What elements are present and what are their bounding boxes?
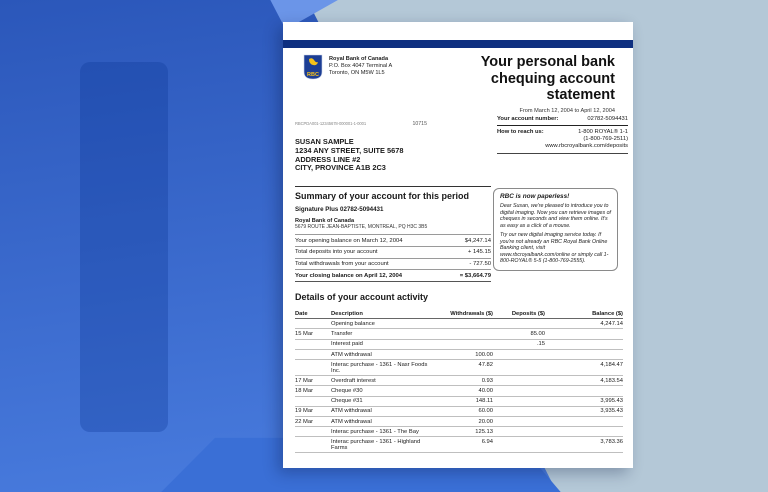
bank-brand-block bbox=[303, 54, 392, 80]
cell-deposit: .15 bbox=[536, 341, 545, 348]
cell-withdrawal: 60.00 bbox=[478, 408, 493, 415]
bank-address-line2: Toronto, ON M5W 1L5 bbox=[329, 70, 385, 76]
recipient-name: SUSAN SAMPLE bbox=[295, 137, 354, 146]
cell-balance: 4,247.14 bbox=[600, 320, 623, 327]
paperless-paragraph-2: Try our new digital imaging service today. If you're not already an RBC Royal Bank Online Banking client, visit www.rbcroyalbank.com/online or simply call 1-800-ROYAL® 5-5 (1-800-769-2555). bbox=[500, 232, 609, 264]
statement-navy-bar bbox=[283, 40, 633, 48]
cell-description: Interest paid bbox=[331, 341, 363, 348]
cell-description: Cheque #30 bbox=[331, 388, 363, 395]
cell-balance bbox=[545, 419, 623, 425]
mail-code-row bbox=[295, 112, 495, 130]
col-header-balance: Balance ($) bbox=[592, 310, 623, 317]
cell-withdrawal: 148.11 bbox=[475, 398, 493, 405]
cell-balance: 3,935.43 bbox=[600, 408, 623, 415]
cell-deposit bbox=[493, 419, 545, 425]
cell-withdrawal: 6.94 bbox=[481, 439, 493, 446]
summary-row-label: Your opening balance on March 12, 2004 bbox=[295, 237, 403, 244]
summary-row bbox=[295, 270, 491, 282]
account-number-label: Your account number: bbox=[497, 116, 559, 122]
cell-balance: 3,783.36 bbox=[600, 439, 623, 446]
cell-description: Overdraft interest bbox=[331, 377, 376, 384]
cell-date bbox=[295, 439, 331, 451]
mail-imprint-number: 10715 bbox=[412, 121, 427, 127]
mailing-block bbox=[295, 112, 495, 173]
cell-date: 17 Mar bbox=[295, 377, 314, 384]
statement-title-line3: statement bbox=[546, 87, 615, 103]
table-row bbox=[295, 319, 623, 329]
bank-name: Royal Bank of Canada bbox=[329, 56, 389, 62]
table-row bbox=[295, 329, 623, 339]
cell-balance bbox=[545, 429, 623, 435]
paperless-title: RBC is now paperless! bbox=[500, 193, 570, 200]
mail-sort-code: RBCPDA001-12345678-000001-1-0001 bbox=[295, 121, 367, 126]
cell-date: 19 Mar bbox=[295, 408, 314, 415]
cell-deposit bbox=[493, 429, 545, 435]
cell-description: Opening balance bbox=[331, 320, 375, 327]
cell-withdrawal: 125.13 bbox=[475, 428, 493, 435]
cell-date: 22 Mar bbox=[295, 418, 314, 425]
reach-website: www.rbcroyalbank.com/deposits bbox=[545, 142, 628, 149]
statement-title bbox=[481, 54, 615, 104]
summary-row-label: Total deposits into your account bbox=[295, 249, 378, 256]
statement-header bbox=[303, 54, 615, 114]
branch-address: 5679 ROUTE JEAN-BAPTISTE, MONTREAL, PQ H3C 3B5 bbox=[295, 224, 428, 230]
cell-deposit bbox=[493, 321, 545, 327]
summary-title: Summary of your account for this period bbox=[295, 191, 470, 201]
activity-table-header bbox=[295, 309, 623, 319]
cell-date bbox=[295, 398, 331, 404]
cell-balance: 3,995.43 bbox=[600, 398, 623, 405]
account-number-row bbox=[497, 114, 628, 126]
cell-deposit bbox=[493, 378, 545, 384]
cell-description: Interac purchase - 1361 - Nasr Foods Inc. bbox=[331, 361, 428, 374]
summary-row-amount: = $3,664.79 bbox=[459, 272, 491, 279]
summary-row-label: Total withdrawals from your account bbox=[295, 261, 389, 268]
rbc-logo-icon bbox=[303, 54, 323, 80]
cell-date bbox=[295, 429, 331, 435]
reach-us-lines bbox=[545, 129, 628, 151]
cell-deposit bbox=[493, 439, 545, 451]
cell-description: ATM withdrawal bbox=[331, 408, 372, 415]
statement-page bbox=[283, 22, 633, 468]
cell-withdrawal: 100.00 bbox=[475, 351, 493, 358]
cell-balance: 4,184.47 bbox=[600, 361, 623, 368]
account-info-panel bbox=[497, 114, 628, 154]
table-row bbox=[295, 427, 623, 437]
cell-date: 15 Mar bbox=[295, 331, 314, 338]
rbc-logo-text: RBC bbox=[307, 72, 319, 78]
cell-balance bbox=[545, 331, 623, 337]
summary-row bbox=[295, 234, 491, 247]
branch-name: Royal Bank of Canada bbox=[295, 218, 355, 224]
cell-description: Interac purchase - 1361 - The Bay bbox=[331, 428, 419, 435]
activity-section bbox=[295, 292, 623, 453]
table-row bbox=[295, 437, 623, 453]
cell-deposit bbox=[493, 388, 545, 394]
table-row bbox=[295, 376, 623, 386]
cell-balance bbox=[545, 388, 623, 394]
reach-phone-1: 1-800 ROYAL® 1-1 bbox=[578, 128, 628, 135]
table-row bbox=[295, 386, 623, 396]
table-row bbox=[295, 340, 623, 350]
summary-row-amount: + 145.15 bbox=[467, 249, 491, 256]
account-number-value: 02782-5094431 bbox=[587, 116, 628, 122]
cell-balance bbox=[545, 341, 623, 347]
summary-row-amount: $4,247.14 bbox=[464, 237, 491, 244]
recipient-line2: ADDRESS LINE #2 bbox=[295, 154, 361, 164]
cell-date bbox=[295, 321, 331, 327]
cell-withdrawal bbox=[433, 331, 493, 337]
summary-row bbox=[295, 247, 491, 259]
cell-deposit: 85.00 bbox=[530, 331, 545, 338]
summary-product-line: Signature Plus 02782-5094431 bbox=[295, 206, 384, 213]
cell-date bbox=[295, 352, 331, 358]
summary-row bbox=[295, 259, 491, 271]
col-header-date: Date bbox=[295, 310, 308, 317]
paperless-promo-box bbox=[493, 188, 618, 271]
col-header-withdrawals: Withdrawals ($) bbox=[450, 310, 493, 317]
cell-withdrawal: 20.00 bbox=[478, 418, 493, 425]
summary-top-rule bbox=[295, 186, 491, 187]
reach-us-label: How to reach us: bbox=[497, 128, 544, 135]
cell-description: Transfer bbox=[331, 331, 353, 338]
summary-row-amount: - 727.50 bbox=[469, 261, 491, 268]
cell-balance bbox=[545, 352, 623, 358]
recipient-street: 1234 ANY STREET, SUITE 5678 bbox=[295, 145, 404, 155]
cell-description: ATM withdrawal bbox=[331, 351, 372, 358]
cell-deposit bbox=[493, 408, 545, 414]
cell-withdrawal bbox=[433, 321, 493, 327]
bank-address-line1: P.O. Box 4047 Terminal A bbox=[329, 63, 393, 69]
table-row bbox=[295, 417, 623, 427]
col-header-description: Description bbox=[331, 310, 363, 317]
statement-period: From March 12, 2004 to April 12, 2004 bbox=[519, 107, 615, 114]
recipient-city: CITY, PROVINCE A1B 2C3 bbox=[295, 163, 386, 173]
how-to-reach-row bbox=[497, 126, 628, 154]
table-row bbox=[295, 407, 623, 417]
activity-title: Details of your account activity bbox=[295, 292, 429, 302]
summary-row-label: Your closing balance on April 12, 2004 bbox=[295, 272, 403, 279]
cell-description: ATM withdrawal bbox=[331, 418, 372, 425]
statement-title-line2: chequing account bbox=[490, 70, 615, 87]
bank-address-block bbox=[329, 54, 392, 77]
table-row bbox=[295, 360, 623, 376]
summary-section bbox=[295, 186, 491, 282]
cell-date bbox=[295, 362, 331, 374]
cell-balance: 4,183.54 bbox=[600, 377, 623, 384]
cell-withdrawal bbox=[433, 341, 493, 347]
summary-rows bbox=[295, 234, 491, 282]
statement-title-block bbox=[481, 54, 615, 114]
cell-withdrawal: 0.93 bbox=[481, 377, 493, 384]
reach-phone-2: (1-800-769-2511) bbox=[583, 135, 628, 142]
col-header-deposits: Deposits ($) bbox=[511, 310, 545, 317]
cell-deposit bbox=[493, 362, 545, 374]
background-pillar-shape bbox=[80, 62, 168, 432]
cell-date bbox=[295, 341, 331, 347]
table-row bbox=[295, 350, 623, 360]
cell-withdrawal: 47.82 bbox=[478, 361, 493, 368]
cell-withdrawal: 40.00 bbox=[478, 388, 493, 395]
statement-title-line1: Your personal bank bbox=[480, 54, 615, 70]
cell-deposit bbox=[493, 352, 545, 358]
paperless-paragraph-1: Dear Susan, we're pleased to introduce you to digital imaging. Now you can retrieve images of cheques in seconds and view them online. It's as easy as a click of a mouse. bbox=[500, 203, 611, 229]
recipient-address bbox=[295, 138, 495, 173]
cell-date: 18 Mar bbox=[295, 388, 314, 395]
cell-deposit bbox=[493, 398, 545, 404]
cell-description: Cheque #31 bbox=[331, 398, 363, 405]
activity-table-body bbox=[295, 319, 623, 453]
cell-description: Interac purchase - 1361 - Highland Farms bbox=[331, 439, 421, 452]
table-row bbox=[295, 397, 623, 407]
